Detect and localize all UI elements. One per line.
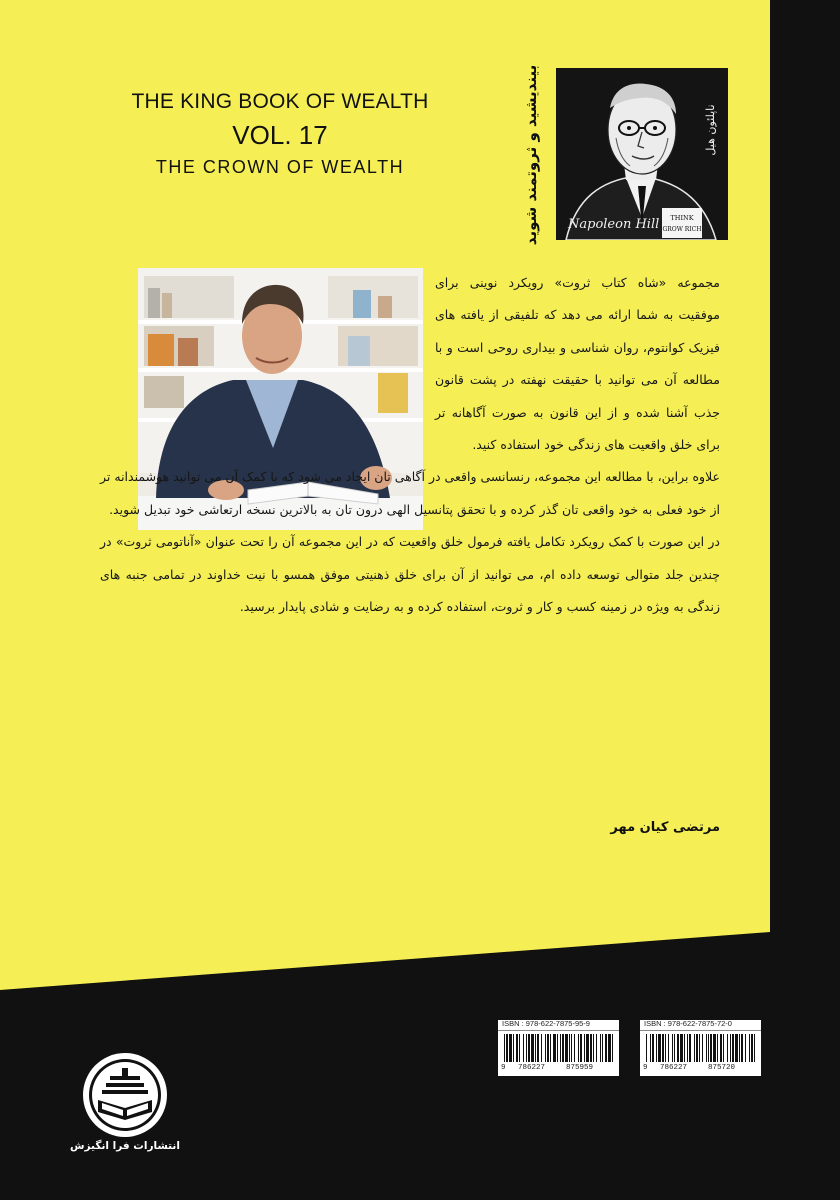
paragraph-1: مجموعه «شاه کتاب ثروت» رویکرد نوینی برای موفقیت به شما ارائه می دهد که تلفیقی از یافته های فیزیک کوانتوم، روان شناسی و بیداری روحی است و با مطالعه آن می توانید با حقیقت نهفته در پشت قانون جذب آشنا شده و از این قانون به صورت آگاهانه تر برای خلق واقعیت های زندگی خود استفاده کنید. xyxy=(435,275,720,453)
barcode-bar xyxy=(553,1034,556,1062)
barcode-bar xyxy=(662,1034,664,1062)
barcode-bar xyxy=(516,1034,518,1062)
barcode-bar xyxy=(571,1034,572,1062)
barcode-bar xyxy=(519,1034,520,1062)
barcode-bar xyxy=(710,1034,712,1062)
barcode-bar xyxy=(562,1034,564,1062)
isbn-digit-start-1: 9 xyxy=(501,1064,506,1072)
isbn-digit-start-2: 9 xyxy=(643,1064,648,1072)
book-subtitle: THE CROWN OF WEALTH xyxy=(155,157,405,177)
barcode-bar xyxy=(708,1034,709,1062)
mini-book-line1: THINK xyxy=(670,214,694,222)
barcode-bar xyxy=(547,1034,549,1062)
barcode-bar xyxy=(584,1034,585,1062)
barcode-bar xyxy=(706,1034,707,1062)
barcode-bars-2 xyxy=(640,1032,761,1064)
barcode-bar xyxy=(694,1034,695,1062)
napoleon-hill-inset xyxy=(556,68,728,240)
barcode-bar xyxy=(596,1034,597,1062)
barcode-bar xyxy=(513,1034,514,1062)
barcode-bar xyxy=(677,1034,679,1062)
hill-signature: Napoleon Hill xyxy=(568,217,660,232)
publisher-name: انتشارات فرا انگیزش xyxy=(70,1140,180,1152)
barcode-bar xyxy=(696,1034,698,1062)
barcode-bar xyxy=(590,1034,592,1062)
barcode-bar xyxy=(509,1034,512,1062)
barcode-bar xyxy=(680,1034,683,1062)
series-title: THE KING BOOK OF WEALTH xyxy=(131,90,429,113)
publisher-logo-icon xyxy=(80,1050,170,1140)
barcode-bar xyxy=(730,1034,731,1062)
inset-vertical-title xyxy=(510,65,550,245)
barcode-bar xyxy=(720,1034,722,1062)
author-signature: مرتضی کیان مهر xyxy=(610,820,720,835)
barcode-bar xyxy=(608,1034,611,1062)
barcode-bar xyxy=(674,1034,675,1062)
barcode-bar xyxy=(702,1034,703,1062)
barcode-bar xyxy=(741,1034,743,1062)
barcode-bar xyxy=(727,1034,728,1062)
barcode-bar xyxy=(732,1034,734,1062)
barcode-bar xyxy=(557,1034,558,1062)
isbn-label-2: ISBN : 978-622-7875-72-0 xyxy=(640,1017,761,1031)
barcode-bar xyxy=(605,1034,607,1062)
barcode-bars-1 xyxy=(498,1032,619,1064)
barcode-bar xyxy=(652,1034,654,1062)
barcode-bar xyxy=(593,1034,594,1062)
isbn-digits-group-a-1: 786227 xyxy=(518,1064,546,1072)
barcode-bar xyxy=(739,1034,740,1062)
hill-name-text: ناپلئون هیل xyxy=(704,104,717,156)
barcode-bar xyxy=(717,1034,718,1062)
barcode-bar xyxy=(580,1034,582,1062)
vertical-title-text: بیندیشید و ثروتمند شوید xyxy=(522,65,540,245)
barcode-bar xyxy=(537,1034,539,1062)
barcode-bar xyxy=(689,1034,691,1062)
barcode-bar xyxy=(560,1034,561,1062)
barcode-bar xyxy=(523,1034,524,1062)
barcode-bar xyxy=(751,1034,753,1062)
barcode-bar xyxy=(684,1034,685,1062)
barcode-bar xyxy=(531,1034,534,1062)
mini-book-line2: GROW RICH xyxy=(662,226,702,233)
barcode-bar xyxy=(602,1034,603,1062)
barcode-bar xyxy=(672,1034,673,1062)
barcode-bar xyxy=(699,1034,700,1062)
isbn-digits-group-b-1: 875959 xyxy=(566,1064,594,1072)
barcode-bar xyxy=(749,1034,750,1062)
barcode-bar xyxy=(687,1034,688,1062)
barcode-bar xyxy=(658,1034,661,1062)
barcode-bar xyxy=(665,1034,666,1062)
barcode-bar xyxy=(506,1034,508,1062)
barcode-bar xyxy=(504,1034,505,1062)
barcode-bar xyxy=(650,1034,651,1062)
barcode-bar xyxy=(735,1034,738,1062)
barcode-bar xyxy=(668,1034,669,1062)
volume-number: VOL. 17 xyxy=(232,120,328,150)
barcode-bar xyxy=(535,1034,536,1062)
barcode-bar xyxy=(754,1034,755,1062)
barcode-bar xyxy=(526,1034,527,1062)
description-text xyxy=(100,267,720,623)
barcode-bar xyxy=(545,1034,546,1062)
paragraph-2: علاوه براین، با مطالعه این مجموعه، رنسانسی واقعی در آگاهی تان ایجاد می شود که با کمک آن می توانید هوشمندانه تر از خود فعلی به خود واقعی تان گذر کرده و با تحقق پتانسیل الهی درون تان به بالاترین نسخه ارتعاشی خود تبدیل شوید. xyxy=(100,469,720,517)
barcode-bar xyxy=(745,1034,746,1062)
barcode-bar xyxy=(646,1034,647,1062)
isbn-barcode-2 xyxy=(640,1020,761,1076)
isbn-barcode-1 xyxy=(498,1020,619,1076)
hill-name-vertical xyxy=(696,90,726,170)
barcode-bar xyxy=(574,1034,575,1062)
barcode-bar xyxy=(541,1034,542,1062)
barcode-bar xyxy=(586,1034,589,1062)
barcode-bar xyxy=(550,1034,551,1062)
barcode-bar xyxy=(600,1034,601,1062)
barcode-bar xyxy=(656,1034,657,1062)
barcode-bar xyxy=(723,1034,724,1062)
barcode-bar xyxy=(612,1034,613,1062)
isbn-digits-group-b-2: 875720 xyxy=(708,1064,736,1072)
paragraph-3: در این صورت با کمک رویکرد تکامل یافته فرمول خلق واقعیت که در این مجموعه آن را تحت عنوان «آناتومی ثروت» در چندین جلد متوالی توسعه داده ام، می توانید از آن برای خلق ذهنیتی موفق همسو با نیت خداوند در تمامی جنبه های زندگی به ویژه در زمینه کسب و کار و ثروت، استفاده کرده و به رضایت و شادی پایدار برسید. xyxy=(100,534,720,615)
barcode-bar xyxy=(565,1034,568,1062)
barcode-bar xyxy=(713,1034,716,1062)
barcode-bar xyxy=(578,1034,579,1062)
barcode-bar xyxy=(528,1034,530,1062)
barcode-bar xyxy=(569,1034,570,1062)
isbn-label-1: ISBN : 978-622-7875-95-9 xyxy=(498,1017,619,1031)
isbn-digits-group-a-2: 786227 xyxy=(660,1064,688,1072)
